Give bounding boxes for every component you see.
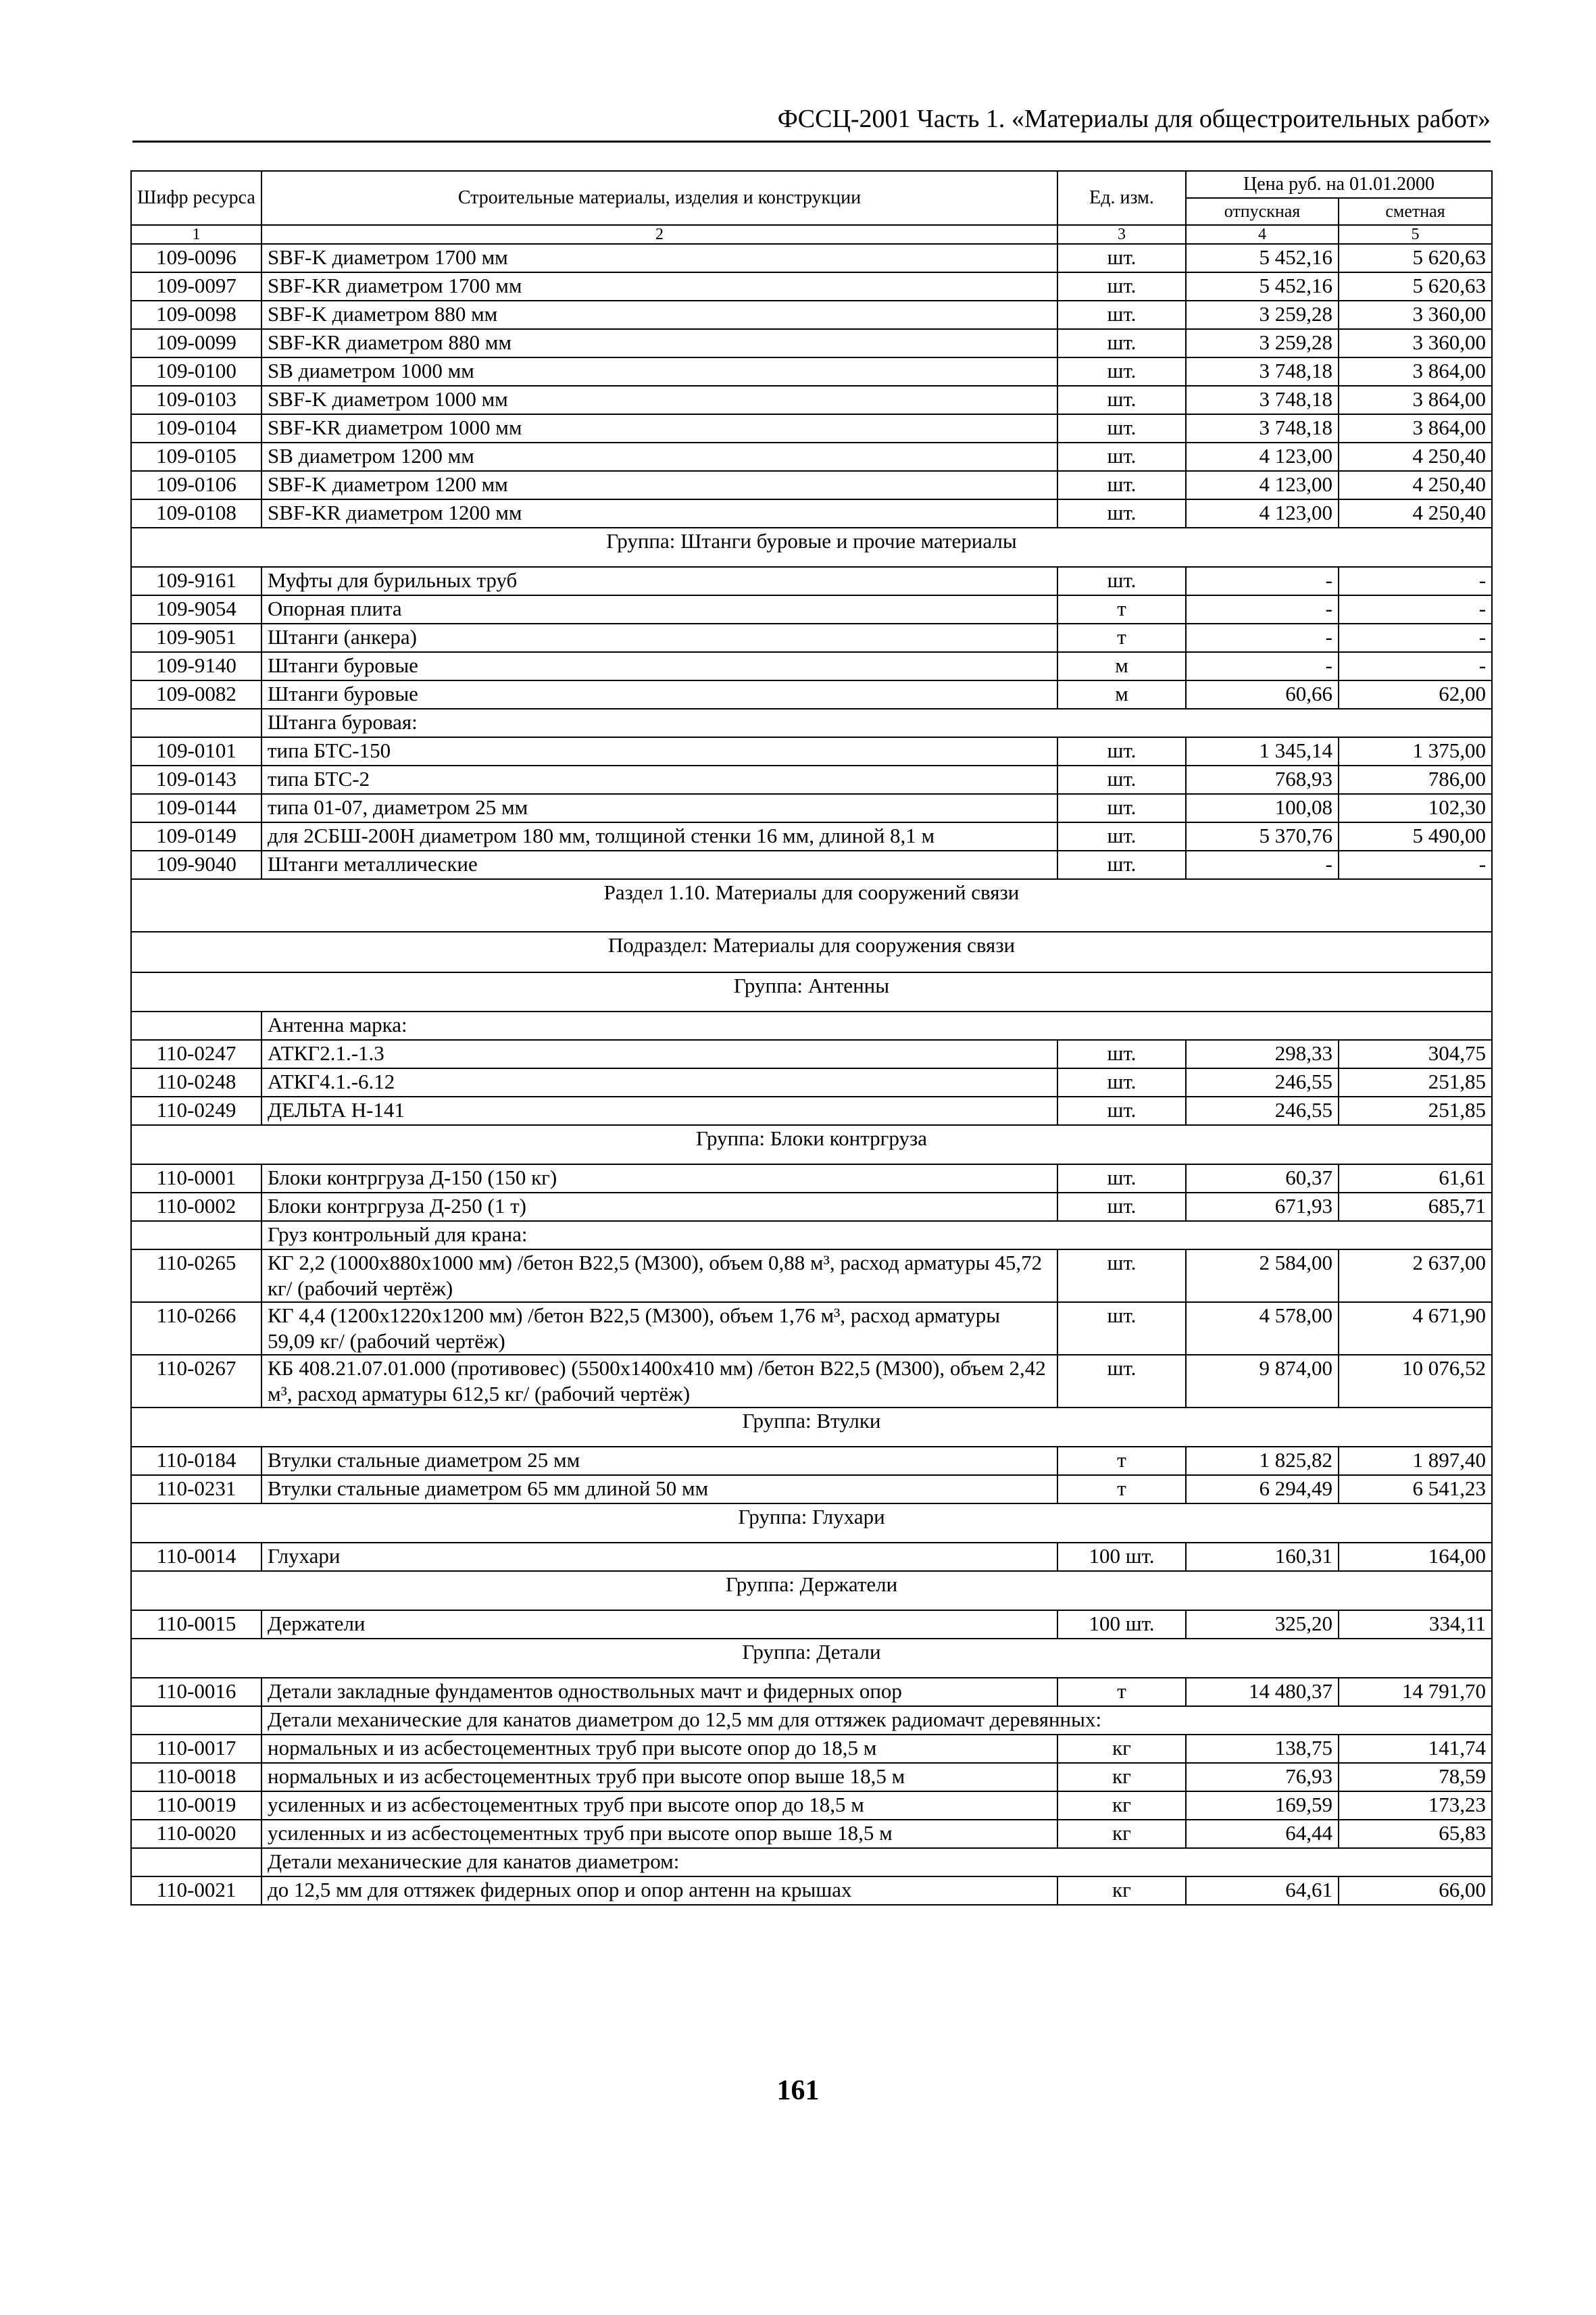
table-row — [131, 1193, 1492, 1221]
group-heading: Группа: Штанги буровые и прочие материалы — [131, 528, 1492, 567]
table-row — [131, 1302, 1492, 1355]
material-name: усиленных и из асбестоцементных труб при высоте опор выше 18,5 м — [261, 1820, 1057, 1848]
table-row — [131, 567, 1492, 595]
estimate-price: - — [1339, 567, 1492, 595]
material-name: SBF-KR диаметром 1200 мм — [261, 499, 1057, 528]
estimate-price: 334,11 — [1339, 1610, 1492, 1639]
release-price: 246,55 — [1186, 1068, 1339, 1097]
material-name: Детали закладные фундаментов одноствольных мачт и фидерных опор — [261, 1678, 1057, 1706]
estimate-price: 4 250,40 — [1339, 499, 1492, 528]
release-price: 60,66 — [1186, 680, 1339, 709]
section-heading-row — [131, 879, 1492, 932]
caption-row — [131, 1706, 1492, 1735]
material-name: до 12,5 мм для оттяжек фидерных опор и опор антенн на крышах — [261, 1876, 1057, 1905]
caption-spacer — [131, 1706, 261, 1735]
table-row — [131, 624, 1492, 652]
release-price: 6 294,49 — [1186, 1475, 1339, 1503]
estimate-price: 1 375,00 — [1339, 737, 1492, 766]
material-name: Втулки стальные диаметром 65 мм длиной 50 мм — [261, 1475, 1057, 1503]
unit-cell: кг — [1057, 1791, 1186, 1820]
table-row — [131, 1791, 1492, 1820]
table-row — [131, 766, 1492, 794]
material-name: Блоки контргруза Д-250 (1 т) — [261, 1193, 1057, 1221]
release-price: 325,20 — [1186, 1610, 1339, 1639]
column-number: 3 — [1057, 225, 1186, 244]
table-row — [131, 794, 1492, 822]
unit-cell: т — [1057, 624, 1186, 652]
resource-code: 110-0019 — [131, 1791, 261, 1820]
section-heading: Раздел 1.10. Материалы для сооружений связи — [131, 879, 1492, 932]
material-name: SBF-K диаметром 1200 мм — [261, 471, 1057, 499]
material-name: типа 01-07, диаметром 25 мм — [261, 794, 1057, 822]
unit-cell: шт. — [1057, 1355, 1186, 1408]
resource-code: 110-0267 — [131, 1355, 261, 1408]
estimate-price: 14 791,70 — [1339, 1678, 1492, 1706]
column-header-estimate: сметная — [1339, 198, 1492, 225]
unit-cell: шт. — [1057, 301, 1186, 329]
unit-cell: 100 шт. — [1057, 1543, 1186, 1571]
table-row — [131, 1763, 1492, 1791]
resource-code: 109-0099 — [131, 329, 261, 357]
material-name: КГ 2,2 (1000х880х1000 мм) /бетон В22,5 (М300), объем 0,88 м³, расход арматуры 45,72 кг/ (рабочий чертёж) — [261, 1249, 1057, 1302]
group-heading: Группа: Глухари — [131, 1503, 1492, 1543]
release-price: 64,44 — [1186, 1820, 1339, 1848]
group-heading: Группа: Втулки — [131, 1408, 1492, 1447]
resource-code: 109-9054 — [131, 595, 261, 624]
table-row — [131, 595, 1492, 624]
material-name: SB диаметром 1000 мм — [261, 357, 1057, 386]
release-price: 14 480,37 — [1186, 1678, 1339, 1706]
table-row — [131, 1820, 1492, 1848]
estimate-price: 6 541,23 — [1339, 1475, 1492, 1503]
group-heading-row — [131, 1125, 1492, 1164]
estimate-price: 3 864,00 — [1339, 414, 1492, 443]
release-price: 60,37 — [1186, 1164, 1339, 1193]
resource-code: 109-0143 — [131, 766, 261, 794]
release-price: 3 259,28 — [1186, 329, 1339, 357]
material-name: Опорная плита — [261, 595, 1057, 624]
material-name: типа БТС-2 — [261, 766, 1057, 794]
estimate-price: 3 864,00 — [1339, 386, 1492, 414]
estimate-price: 173,23 — [1339, 1791, 1492, 1820]
table-row — [131, 357, 1492, 386]
caption-spacer — [131, 1012, 261, 1040]
caption-row — [131, 709, 1492, 737]
unit-cell: шт. — [1057, 794, 1186, 822]
release-price: 246,55 — [1186, 1097, 1339, 1125]
material-name: SBF-K диаметром 1000 мм — [261, 386, 1057, 414]
resource-code: 109-0144 — [131, 794, 261, 822]
unit-cell: шт. — [1057, 1193, 1186, 1221]
release-price: 4 123,00 — [1186, 443, 1339, 471]
release-price: - — [1186, 851, 1339, 879]
resource-code: 110-0021 — [131, 1876, 261, 1905]
resource-code: 110-0015 — [131, 1610, 261, 1639]
release-price: 4 123,00 — [1186, 471, 1339, 499]
table-row — [131, 1876, 1492, 1905]
resource-code: 110-0249 — [131, 1097, 261, 1125]
unit-cell: кг — [1057, 1876, 1186, 1905]
estimate-price: 685,71 — [1339, 1193, 1492, 1221]
table-row — [131, 499, 1492, 528]
column-header-price: Цена руб. на 01.01.2000 — [1186, 171, 1492, 198]
estimate-price: 251,85 — [1339, 1068, 1492, 1097]
caption-text: Груз контрольный для крана: — [261, 1221, 1492, 1249]
caption-spacer — [131, 1221, 261, 1249]
estimate-price: 4 250,40 — [1339, 471, 1492, 499]
estimate-price: 4 671,90 — [1339, 1302, 1492, 1355]
material-name: Штанги металлические — [261, 851, 1057, 879]
table-row — [131, 680, 1492, 709]
resource-code: 110-0018 — [131, 1763, 261, 1791]
table-row — [131, 443, 1492, 471]
release-price: 169,59 — [1186, 1791, 1339, 1820]
column-header-code: Шифр ресурса — [131, 171, 261, 225]
caption-text: Детали механические для канатов диаметром до 12,5 мм для оттяжек радиомачт деревянных: — [261, 1706, 1492, 1735]
release-price: 2 584,00 — [1186, 1249, 1339, 1302]
column-header-unit: Ед. изм. — [1057, 171, 1186, 225]
resource-code: 109-0104 — [131, 414, 261, 443]
resource-code: 109-0082 — [131, 680, 261, 709]
resource-code: 110-0231 — [131, 1475, 261, 1503]
table-row — [131, 851, 1492, 879]
resource-code: 109-0096 — [131, 244, 261, 272]
release-price: - — [1186, 624, 1339, 652]
unit-cell: т — [1057, 1447, 1186, 1475]
release-price: - — [1186, 567, 1339, 595]
column-number: 2 — [261, 225, 1057, 244]
unit-cell: кг — [1057, 1735, 1186, 1763]
material-name: SBF-KR диаметром 1000 мм — [261, 414, 1057, 443]
unit-cell: шт. — [1057, 1164, 1186, 1193]
group-heading-row — [131, 528, 1492, 567]
material-name: Штанги буровые — [261, 652, 1057, 680]
resource-code: 110-0020 — [131, 1820, 261, 1848]
table-row — [131, 1068, 1492, 1097]
material-name: Штанги (анкера) — [261, 624, 1057, 652]
material-name: ДЕЛЬТА Н-141 — [261, 1097, 1057, 1125]
material-name: SB диаметром 1200 мм — [261, 443, 1057, 471]
material-name: Блоки контргруза Д-150 (150 кг) — [261, 1164, 1057, 1193]
estimate-price: 786,00 — [1339, 766, 1492, 794]
estimate-price: 1 897,40 — [1339, 1447, 1492, 1475]
caption-row — [131, 1221, 1492, 1249]
resource-code: 110-0248 — [131, 1068, 261, 1097]
material-name: SBF-KR диаметром 1700 мм — [261, 272, 1057, 301]
material-name: АТКГ4.1.-6.12 — [261, 1068, 1057, 1097]
unit-cell: шт. — [1057, 244, 1186, 272]
material-name: АТКГ2.1.-1.3 — [261, 1040, 1057, 1068]
unit-cell: шт. — [1057, 386, 1186, 414]
resource-code: 110-0265 — [131, 1249, 261, 1302]
material-name: Держатели — [261, 1610, 1057, 1639]
table-row — [131, 301, 1492, 329]
unit-cell: шт. — [1057, 414, 1186, 443]
release-price: 5 452,16 — [1186, 244, 1339, 272]
estimate-price: 66,00 — [1339, 1876, 1492, 1905]
caption-text: Антенна марка: — [261, 1012, 1492, 1040]
release-price: 3 748,18 — [1186, 386, 1339, 414]
column-header-release: отпускная — [1186, 198, 1339, 225]
resource-code: 109-0100 — [131, 357, 261, 386]
release-price: 768,93 — [1186, 766, 1339, 794]
resource-code: 110-0266 — [131, 1302, 261, 1355]
material-name: Муфты для бурильных труб — [261, 567, 1057, 595]
table-row — [131, 1355, 1492, 1408]
group-heading: Группа: Детали — [131, 1639, 1492, 1678]
unit-cell: шт. — [1057, 272, 1186, 301]
unit-cell: шт. — [1057, 737, 1186, 766]
table-row — [131, 1678, 1492, 1706]
estimate-price: 65,83 — [1339, 1820, 1492, 1848]
page-number: 161 — [776, 2075, 820, 2106]
release-price: 3 748,18 — [1186, 414, 1339, 443]
unit-cell: шт. — [1057, 1040, 1186, 1068]
release-price: 298,33 — [1186, 1040, 1339, 1068]
estimate-price: - — [1339, 851, 1492, 879]
material-name: усиленных и из асбестоцементных труб при высоте опор до 18,5 м — [261, 1791, 1057, 1820]
material-name: для 2СБШ-200Н диаметром 180 мм, толщиной стенки 16 мм, длиной 8,1 м — [261, 822, 1057, 851]
material-name: Втулки стальные диаметром 25 мм — [261, 1447, 1057, 1475]
group-heading-row — [131, 1639, 1492, 1678]
estimate-price: 3 864,00 — [1339, 357, 1492, 386]
resource-code: 110-0017 — [131, 1735, 261, 1763]
group-heading: Группа: Блоки контргруза — [131, 1125, 1492, 1164]
unit-cell: шт. — [1057, 329, 1186, 357]
resource-code: 109-0149 — [131, 822, 261, 851]
release-price: - — [1186, 595, 1339, 624]
estimate-price: 5 620,63 — [1339, 272, 1492, 301]
release-price: 4 123,00 — [1186, 499, 1339, 528]
table-row — [131, 1164, 1492, 1193]
material-name: SBF-KR диаметром 880 мм — [261, 329, 1057, 357]
group-heading: Группа: Антенны — [131, 972, 1492, 1012]
estimate-price: 102,30 — [1339, 794, 1492, 822]
table-row — [131, 1249, 1492, 1302]
resource-code: 109-0097 — [131, 272, 261, 301]
estimate-price: 5 490,00 — [1339, 822, 1492, 851]
column-number: 1 — [131, 225, 261, 244]
material-name: нормальных и из асбестоцементных труб при высоте опор выше 18,5 м — [261, 1763, 1057, 1791]
unit-cell: шт. — [1057, 471, 1186, 499]
estimate-price: 3 360,00 — [1339, 301, 1492, 329]
unit-cell: шт. — [1057, 567, 1186, 595]
release-price: 5 452,16 — [1186, 272, 1339, 301]
material-name: КГ 4,4 (1200х1220х1200 мм) /бетон В22,5 (М300), объем 1,76 м³, расход арматуры 59,09 кг/ (рабочий чертёж) — [261, 1302, 1057, 1355]
table-row — [131, 737, 1492, 766]
column-header-name: Строительные материалы, изделия и конструкции — [261, 171, 1057, 225]
table-row — [131, 822, 1492, 851]
unit-cell: кг — [1057, 1763, 1186, 1791]
resource-code: 109-9051 — [131, 624, 261, 652]
estimate-price: 61,61 — [1339, 1164, 1492, 1193]
unit-cell: шт. — [1057, 766, 1186, 794]
unit-cell: шт. — [1057, 1097, 1186, 1125]
resource-code: 110-0247 — [131, 1040, 261, 1068]
unit-cell: кг — [1057, 1820, 1186, 1848]
table-row — [131, 329, 1492, 357]
group-heading-row — [131, 1503, 1492, 1543]
release-price: 5 370,76 — [1186, 822, 1339, 851]
resource-code: 109-0105 — [131, 443, 261, 471]
unit-cell: т — [1057, 1678, 1186, 1706]
unit-cell: м — [1057, 652, 1186, 680]
table-row — [131, 414, 1492, 443]
estimate-price: - — [1339, 595, 1492, 624]
unit-cell: шт. — [1057, 1068, 1186, 1097]
estimate-price: 164,00 — [1339, 1543, 1492, 1571]
material-name: Штанги буровые — [261, 680, 1057, 709]
unit-cell: шт. — [1057, 1302, 1186, 1355]
release-price: 1 825,82 — [1186, 1447, 1339, 1475]
table-row — [131, 1040, 1492, 1068]
resource-code: 110-0016 — [131, 1678, 261, 1706]
release-price: 64,61 — [1186, 1876, 1339, 1905]
estimate-price: - — [1339, 624, 1492, 652]
table-row — [131, 1610, 1492, 1639]
price-table — [130, 170, 1493, 1906]
release-price: 671,93 — [1186, 1193, 1339, 1221]
table-row — [131, 1543, 1492, 1571]
resource-code: 109-9040 — [131, 851, 261, 879]
resource-code: 110-0001 — [131, 1164, 261, 1193]
table-row — [131, 1097, 1492, 1125]
estimate-price: 251,85 — [1339, 1097, 1492, 1125]
estimate-price: 78,59 — [1339, 1763, 1492, 1791]
estimate-price: 141,74 — [1339, 1735, 1492, 1763]
resource-code: 110-0002 — [131, 1193, 261, 1221]
unit-cell: м — [1057, 680, 1186, 709]
unit-cell: шт. — [1057, 357, 1186, 386]
caption-spacer — [131, 1848, 261, 1876]
release-price: 3 748,18 — [1186, 357, 1339, 386]
unit-cell: шт. — [1057, 822, 1186, 851]
release-price: 100,08 — [1186, 794, 1339, 822]
resource-code: 109-0101 — [131, 737, 261, 766]
release-price: 9 874,00 — [1186, 1355, 1339, 1408]
material-name: Глухари — [261, 1543, 1057, 1571]
table-row — [131, 1735, 1492, 1763]
release-price: 76,93 — [1186, 1763, 1339, 1791]
unit-cell: т — [1057, 595, 1186, 624]
unit-cell: шт. — [1057, 443, 1186, 471]
subsection-heading: Подраздел: Материалы для сооружения связи — [131, 932, 1492, 972]
group-heading-row — [131, 1408, 1492, 1447]
unit-cell: т — [1057, 1475, 1186, 1503]
column-number: 4 — [1186, 225, 1339, 244]
unit-cell: шт. — [1057, 851, 1186, 879]
table-row — [131, 1447, 1492, 1475]
release-price: 3 259,28 — [1186, 301, 1339, 329]
table-row — [131, 386, 1492, 414]
table-row — [131, 471, 1492, 499]
unit-cell: шт. — [1057, 1249, 1186, 1302]
caption-text: Детали механические для канатов диаметром: — [261, 1848, 1492, 1876]
estimate-price: 10 076,52 — [1339, 1355, 1492, 1408]
estimate-price: 4 250,40 — [1339, 443, 1492, 471]
resource-code: 110-0184 — [131, 1447, 261, 1475]
release-price: 4 578,00 — [1186, 1302, 1339, 1355]
table-row — [131, 244, 1492, 272]
material-name: типа БТС-150 — [261, 737, 1057, 766]
release-price: - — [1186, 652, 1339, 680]
table-header — [131, 171, 1492, 244]
estimate-price: - — [1339, 652, 1492, 680]
unit-cell: 100 шт. — [1057, 1610, 1186, 1639]
group-heading: Группа: Держатели — [131, 1571, 1492, 1610]
resource-code: 109-0098 — [131, 301, 261, 329]
resource-code: 109-9140 — [131, 652, 261, 680]
table-row — [131, 272, 1492, 301]
resource-code: 109-0106 — [131, 471, 261, 499]
estimate-price: 3 360,00 — [1339, 329, 1492, 357]
group-heading-row — [131, 1571, 1492, 1610]
group-heading-row — [131, 972, 1492, 1012]
release-price: 160,31 — [1186, 1543, 1339, 1571]
estimate-price: 5 620,63 — [1339, 244, 1492, 272]
table-body — [131, 244, 1492, 1905]
material-name: КБ 408.21.07.01.000 (противовес) (5500х1400х410 мм) /бетон В22,5 (М300), объем 2,42 м³, расход арматуры 612,5 кг/ (рабочий чертёж) — [261, 1355, 1057, 1408]
estimate-price: 62,00 — [1339, 680, 1492, 709]
release-price: 1 345,14 — [1186, 737, 1339, 766]
resource-code: 109-0103 — [131, 386, 261, 414]
material-name: SBF-K диаметром 880 мм — [261, 301, 1057, 329]
resource-code: 109-0108 — [131, 499, 261, 528]
unit-cell: шт. — [1057, 499, 1186, 528]
resource-code: 109-9161 — [131, 567, 261, 595]
table-row — [131, 1475, 1492, 1503]
subsection-heading-row — [131, 932, 1492, 972]
caption-row — [131, 1848, 1492, 1876]
resource-code: 110-0014 — [131, 1543, 261, 1571]
caption-row — [131, 1012, 1492, 1040]
release-price: 138,75 — [1186, 1735, 1339, 1763]
material-name: SBF-K диаметром 1700 мм — [261, 244, 1057, 272]
estimate-price: 304,75 — [1339, 1040, 1492, 1068]
page-header: ФССЦ-2001 Часть 1. «Материалы для общестроительных работ» — [132, 101, 1491, 143]
caption-spacer — [131, 709, 261, 737]
caption-text: Штанга буровая: — [261, 709, 1492, 737]
table-row — [131, 652, 1492, 680]
estimate-price: 2 637,00 — [1339, 1249, 1492, 1302]
column-number: 5 — [1339, 225, 1492, 244]
material-name: нормальных и из асбестоцементных труб при высоте опор до 18,5 м — [261, 1735, 1057, 1763]
